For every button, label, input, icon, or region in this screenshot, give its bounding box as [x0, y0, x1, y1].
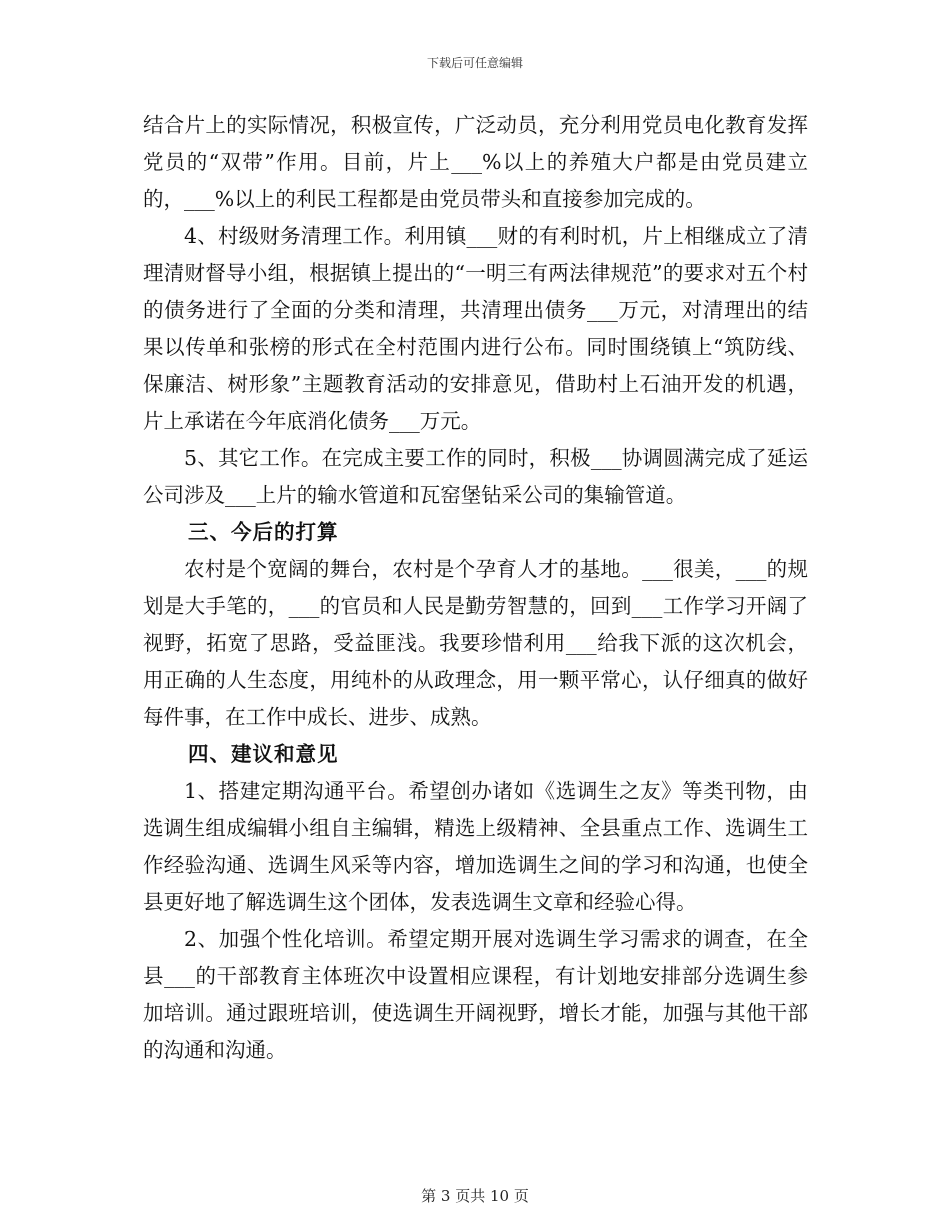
page-header: 下载后可任意编辑	[426, 56, 523, 70]
heading-future-plans: 三、今后的打算	[188, 520, 339, 544]
page-number: 第 3 页共 10 页	[421, 1187, 529, 1205]
paragraph-other-work: 5、其它工作。在完成主要工作的同时，积极___协调圆满完成了延运公司涉及___上片的输水管道和瓦窑堡钻采公司的集输管道。	[143, 446, 808, 507]
paragraph-future-plans: 农村是个宽阔的舞台，农村是个孕育人才的基地。___很美，___的规划是大手笔的，___的官员和人民是勤劳智慧的，回到___工作学习开阔了视野，拓宽了思路，受益匪浅。我要珍惜利用___给我下派的这次机会，用正确的人生态度，用纯朴的从政理念，用一颗平常心，认仔细真的做好每件事，在工作中成长、进步、成熟。	[143, 557, 808, 729]
paragraph-suggestion-platform: 1、搭建定期沟通平台。希望创办诸如《选调生之友》等类刊物，由选调生组成编辑小组自主编辑，精选上级精神、全县重点工作、选调生工作经验沟通、选调生风采等内容，增加选调生之间的学习和沟通，也使全县更好地了解选调生这个团体，发表选调生文章和经验心得。	[143, 779, 808, 914]
paragraph-suggestion-training: 2、加强个性化培训。希望定期开展对选调生学习需求的调查，在全县___的干部教育主体班次中设置相应课程，有计划地安排部分选调生参加培训。通过跟班培训，使选调生开阔视野，增长才能，加强与其他干部的沟通和沟通。	[143, 927, 808, 1062]
paragraph-party-members: 结合片上的实际情况，积极宣传，广泛动员，充分利用党员电化教育发挥党员的“双带”作用。目前，片上___%以上的养殖大户都是由党员建立的，___%以上的利民工程都是由党员带头和直接参加完成的。	[143, 113, 808, 211]
paragraph-village-finance: 4、村级财务清理工作。利用镇___财的有利时机，片上相继成立了清理清财督导小组，根据镇上提出的“一明三有两法律规范”的要求对五个村的债务进行了全面的分类和清理，共清理出债务___万元，对清理出的结果以传单和张榜的形式在全村范围内进行公布。同时围绕镇上“筑防线、保廉洁、树形象”主题教育活动的安排意见，借助村上石油开发的机遇，片上承诺在今年底消化债务___万元。	[143, 224, 808, 433]
document-body	[143, 107, 808, 1069]
heading-suggestions: 四、建议和意见	[188, 742, 339, 766]
